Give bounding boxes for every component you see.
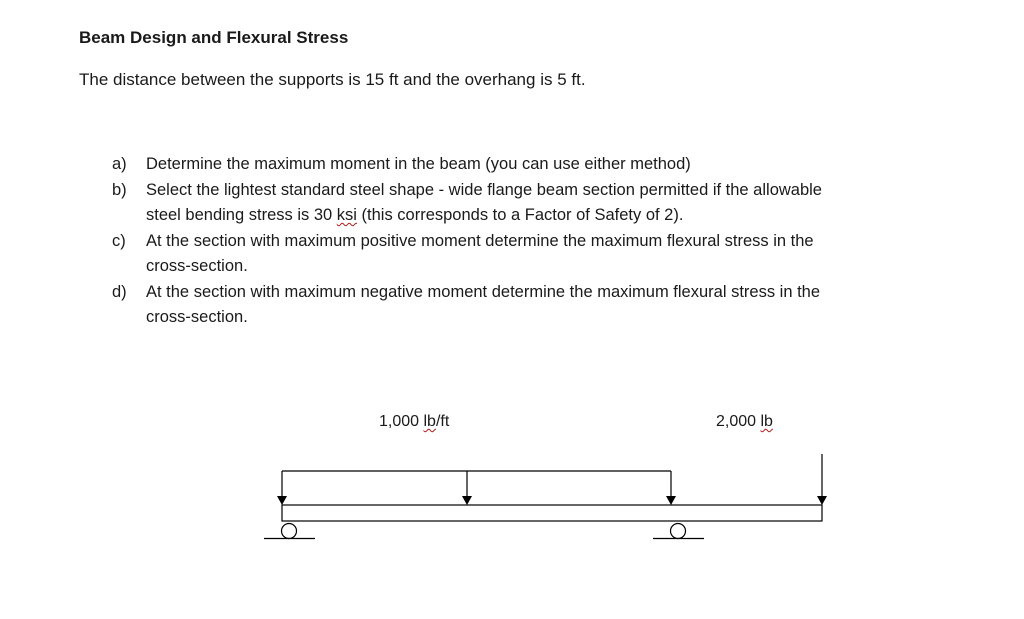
point-load-value: 2,000 xyxy=(716,413,761,430)
question-text-line: cross-section. xyxy=(146,308,248,326)
distributed-load-arrowhead-left xyxy=(277,496,287,505)
question-text-segment: (this corresponds to a Factor of Safety of 2). xyxy=(356,206,684,224)
question-text: Determine the maximum moment in the beam (you can use either method) xyxy=(146,155,691,173)
question-label: a) xyxy=(112,155,127,173)
beam xyxy=(282,505,822,521)
left-support-roller xyxy=(282,524,297,539)
question-text-line: At the section with maximum negative moment determine the maximum flexural stress in the xyxy=(146,282,821,301)
distributed-load-arrowhead-middle xyxy=(462,496,472,505)
distributed-load-value: 1,000 xyxy=(379,413,424,430)
question-text-line: Select the lightest standard steel shape - wide flange beam section permitted if the allowable xyxy=(146,180,822,199)
question-text-segment: steel bending stress is 30 xyxy=(146,206,337,224)
distributed-load-unit: lb xyxy=(423,413,436,430)
question-text-line: At the section with maximum positive moment determine the maximum flexural stress in the xyxy=(146,231,814,250)
question-label: c) xyxy=(112,231,126,250)
question-label: b) xyxy=(112,180,127,199)
right-support-roller xyxy=(671,524,686,539)
document-title: Beam Design and Flexural Stress xyxy=(79,28,349,47)
intro-text: The distance between the supports is 15 ft and the overhang is 5 ft. xyxy=(79,70,586,89)
ksi-spellcheck-word: ksi xyxy=(336,206,357,224)
distributed-load-unit-rest: /ft xyxy=(435,413,450,430)
question-text-line: cross-section. xyxy=(146,257,248,275)
question-label: d) xyxy=(112,282,127,301)
distributed-load-arrowhead-right xyxy=(666,496,676,505)
point-load-arrowhead xyxy=(817,496,827,505)
point-load-unit: lb xyxy=(760,413,773,430)
